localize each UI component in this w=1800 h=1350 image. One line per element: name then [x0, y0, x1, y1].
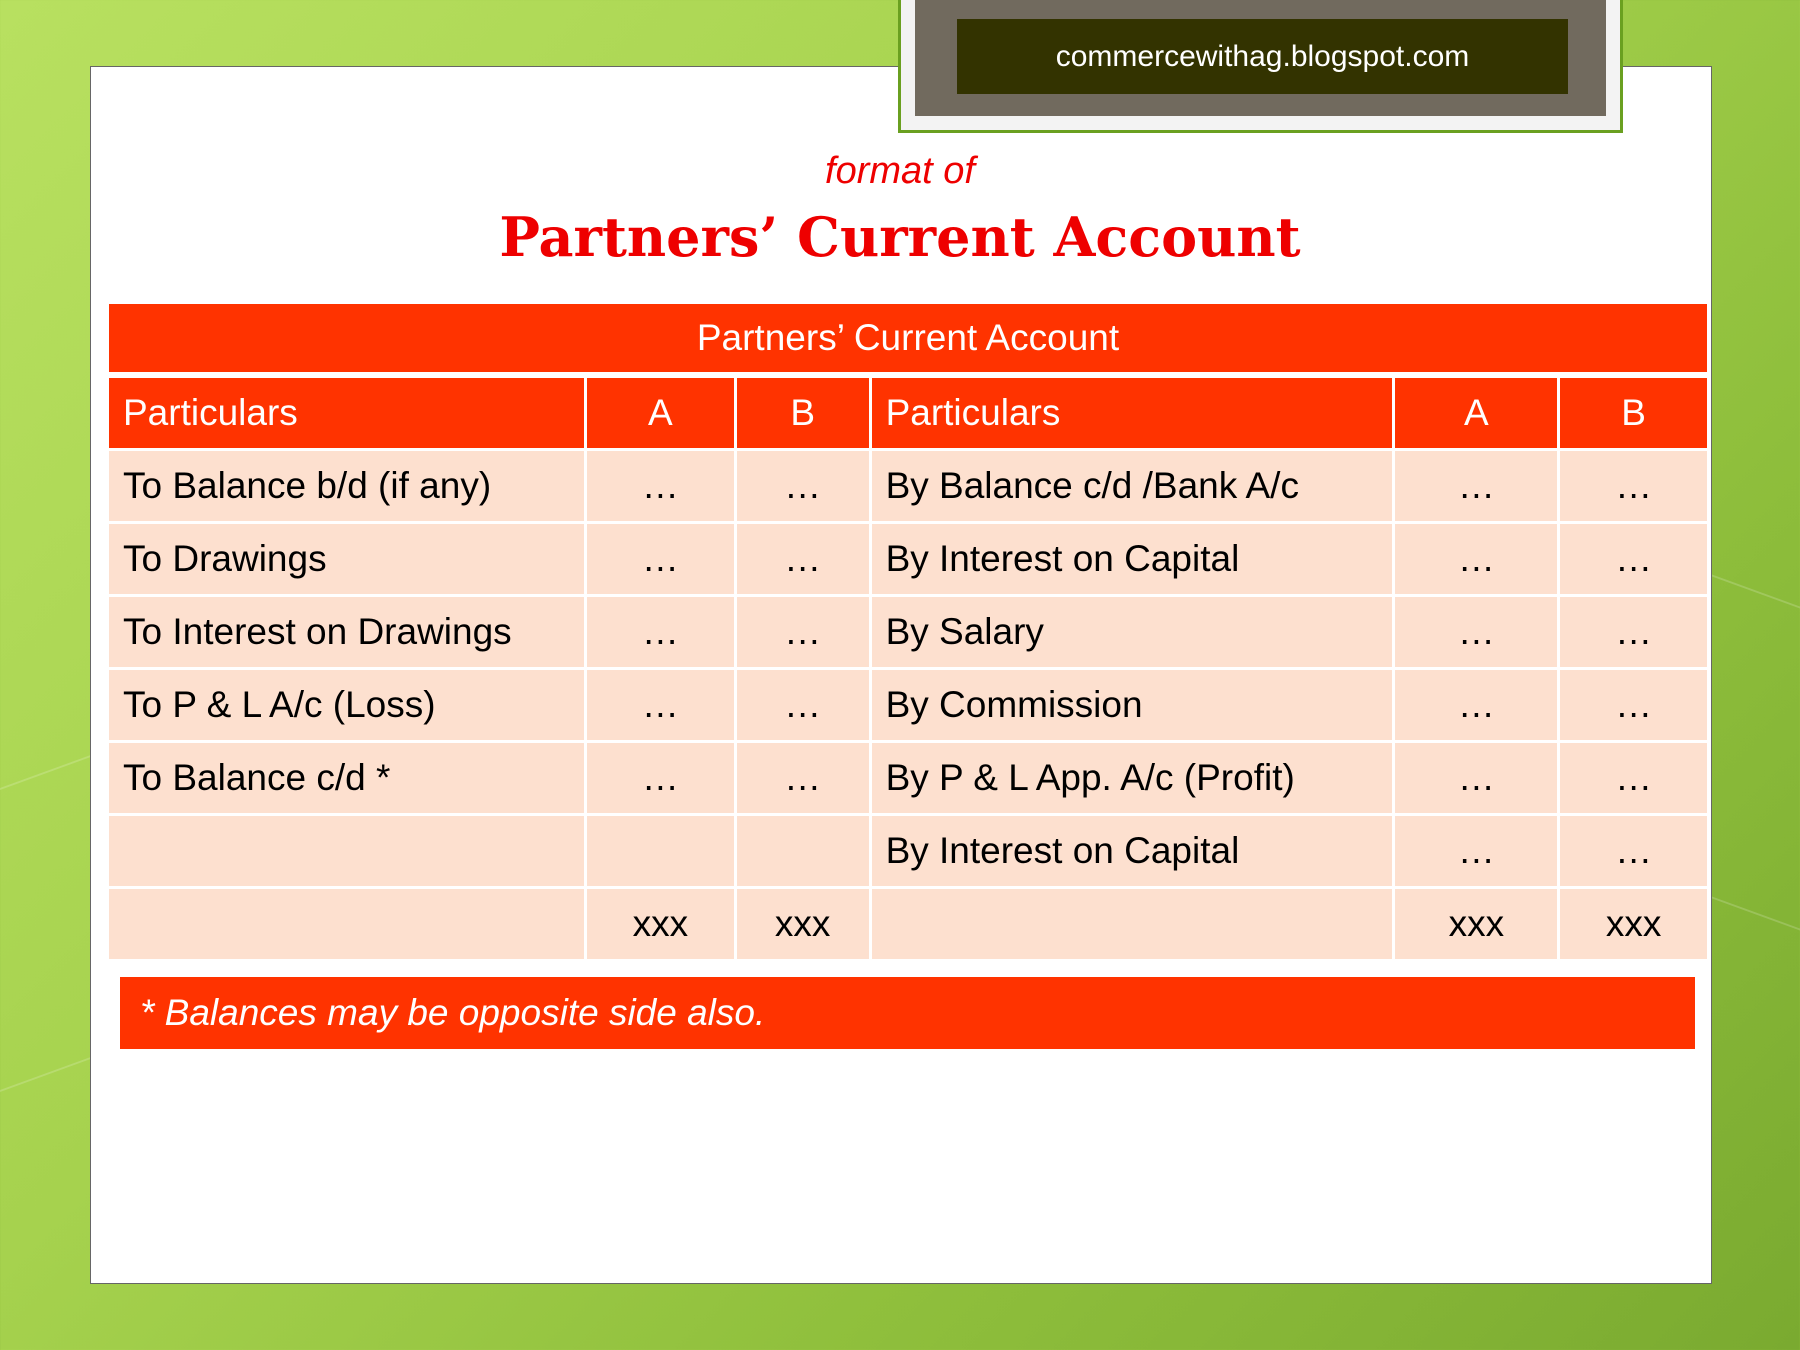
cell-particulars-cr: By Balance c/d /Bank A/c [870, 450, 1394, 523]
cell-amount-a-dr: … [585, 742, 735, 815]
cell-particulars-dr: To Drawings [108, 523, 586, 596]
cell-amount-a-cr: xxx [1394, 888, 1559, 961]
cell-particulars-cr: By Commission [870, 669, 1394, 742]
background-hexagon [1700, 570, 1800, 954]
cell-amount-a-cr: … [1394, 523, 1559, 596]
table-row [108, 888, 1709, 961]
logo-text: commercewithag.blogspot.com [957, 19, 1568, 94]
cell-particulars-dr: To Interest on Drawings [108, 596, 586, 669]
header-b-cr: B [1559, 375, 1709, 450]
cell-particulars-cr: By Interest on Capital [870, 523, 1394, 596]
table-row [108, 596, 1709, 669]
cell-amount-b-cr: … [1559, 596, 1709, 669]
cell-particulars-dr [108, 815, 586, 888]
cell-amount-b-dr: … [735, 596, 870, 669]
table-row [108, 742, 1709, 815]
table-caption: Partners’ Current Account [108, 303, 1709, 376]
cell-amount-a-cr: … [1394, 815, 1559, 888]
cell-particulars-cr: By P & L App. A/c (Profit) [870, 742, 1394, 815]
table-header-row [108, 375, 1709, 450]
cell-amount-b-dr [735, 815, 870, 888]
table-row [108, 815, 1709, 888]
table-caption-row [108, 303, 1709, 376]
cell-particulars-dr: To Balance b/d (if any) [108, 450, 586, 523]
cell-amount-b-cr: … [1559, 523, 1709, 596]
cell-amount-b-dr: … [735, 669, 870, 742]
cell-amount-b-cr: … [1559, 669, 1709, 742]
cell-particulars-dr: To Balance c/d * [108, 742, 586, 815]
cell-amount-b-dr: … [735, 450, 870, 523]
cell-amount-a-dr [585, 815, 735, 888]
cell-particulars-dr [108, 888, 586, 961]
cell-amount-b-dr: xxx [735, 888, 870, 961]
cell-amount-a-cr: … [1394, 450, 1559, 523]
cell-particulars-cr: By Interest on Capital [870, 815, 1394, 888]
cell-amount-a-dr: … [585, 669, 735, 742]
header-b-dr: B [735, 375, 870, 450]
cell-amount-a-dr: xxx [585, 888, 735, 961]
cell-amount-b-cr: … [1559, 742, 1709, 815]
cell-amount-a-cr: … [1394, 742, 1559, 815]
background-hexagon [0, 750, 104, 1114]
cell-amount-a-dr: … [585, 450, 735, 523]
cell-amount-b-cr: … [1559, 450, 1709, 523]
subtitle: format of [825, 150, 975, 192]
table-row [108, 450, 1709, 523]
footnote: * Balances may be opposite side also. [120, 977, 1695, 1049]
table-row [108, 669, 1709, 742]
cell-amount-b-cr: xxx [1559, 888, 1709, 961]
header-particulars-dr: Particulars [108, 375, 586, 450]
header-particulars-cr: Particulars [870, 375, 1394, 450]
cell-amount-a-cr: … [1394, 596, 1559, 669]
table-row [108, 523, 1709, 596]
cell-amount-a-dr: … [585, 596, 735, 669]
account-table [106, 301, 1710, 962]
cell-amount-b-cr: … [1559, 815, 1709, 888]
header-a-dr: A [585, 375, 735, 450]
cell-particulars-cr: By Salary [870, 596, 1394, 669]
cell-amount-a-dr: … [585, 523, 735, 596]
logo-frame [915, 0, 1606, 116]
cell-amount-b-dr: … [735, 523, 870, 596]
header-a-cr: A [1394, 375, 1559, 450]
logo-banner [898, 0, 1623, 133]
cell-amount-b-dr: … [735, 742, 870, 815]
cell-particulars-dr: To P & L A/c (Loss) [108, 669, 586, 742]
cell-particulars-cr [870, 888, 1394, 961]
cell-amount-a-cr: … [1394, 669, 1559, 742]
page-title: Partners’ Current Account [499, 205, 1301, 269]
